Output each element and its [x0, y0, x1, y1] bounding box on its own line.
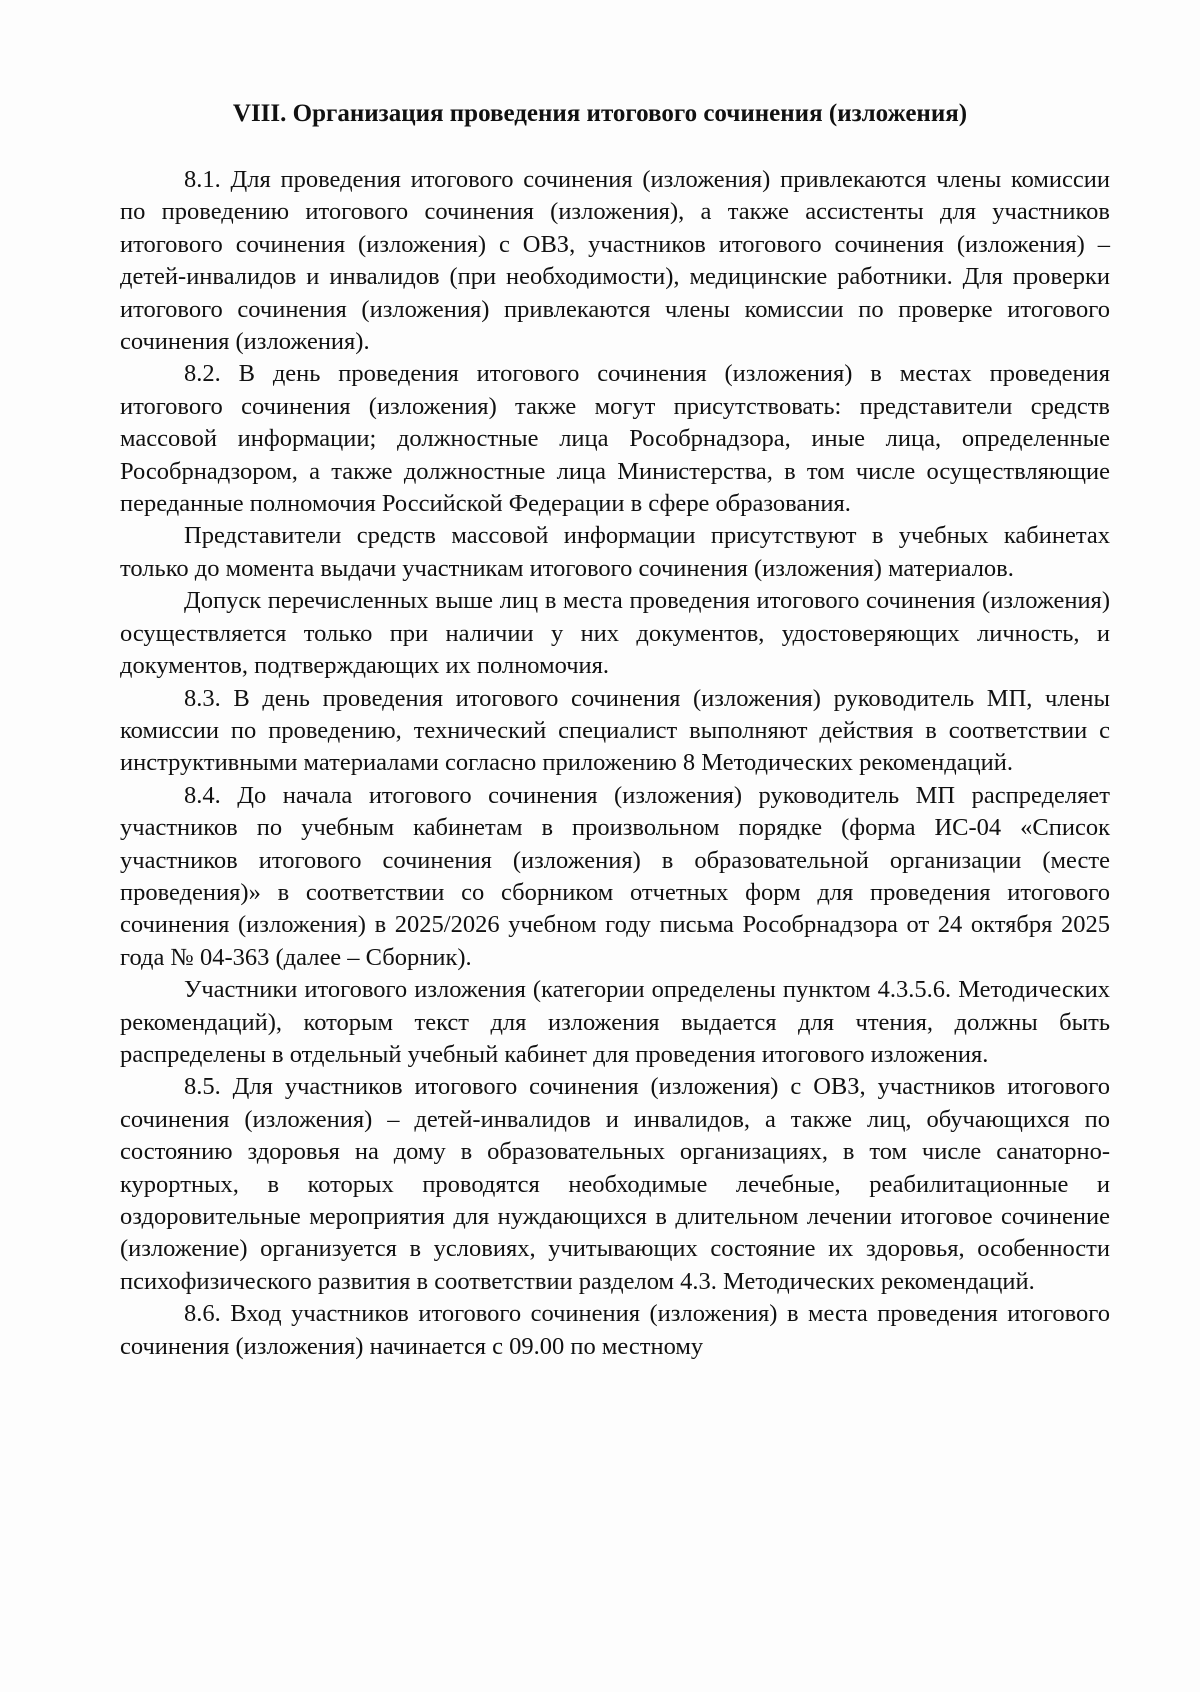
- document-body: [120, 164, 1110, 1363]
- paragraph-exposition-participants: Участники итогового изложения (категории определены пунктом 4.3.5.6. Методических рекомендаций), которым текст для изложения выдается для чтения, должны быть распределены в отдельный учебный кабинет для проведения итогового изложения.: [120, 976, 1110, 1068]
- paragraph-8-1: 8.1. Для проведения итогового сочинения (изложения) привлекаются члены комиссии по проведению итогового сочинения (изложения), а также ассистенты для участников итогового сочинения (изложения) с ОВЗ, участников итогового сочинения (изложения) – детей-инвалидов и инвалидов (при необходимости), медицинские работники. Для проверки итогового сочинения (изложения) привлекаются члены комиссии по проверке итогового сочинения (изложения).: [120, 166, 1110, 356]
- paragraph-8-2: 8.2. В день проведения итогового сочинения (изложения) в местах проведения итогового сочинения (изложения) также могут присутствовать: представители средств массовой информации; должностные лица Рособрнадзора, иные лица, определенные Рособрнадзором, а также должностные лица Министерства, в том числе осуществляющие переданные полномочия Российской Федерации в сфере образования.: [120, 360, 1110, 518]
- paragraph-8-4: 8.4. До начала итогового сочинения (изложения) руководитель МП распределяет участников по учебным кабинетам в произвольном порядке (форма ИС-04 «Список участников итогового сочинения (изложения) в образовательной организации (месте проведения)» в соответствии со сборником отчетных форм для проведения итогового сочинения (изложения) в 2025/2026 учебном году письма Рособрнадзора от 24 октября 2025 года № 04-363 (далее – Сборник).: [120, 781, 1110, 971]
- section-heading: VIII. Организация проведения итогового сочинения (изложения): [232, 100, 968, 127]
- paragraph-8-3: 8.3. В день проведения итогового сочинения (изложения) руководитель МП, члены комиссии по проведению, технический специалист выполняют действия в соответствии с инструктивными материалами согласно приложению 8 Методических рекомендаций.: [120, 684, 1110, 777]
- paragraph-media-representatives: Представители средств массовой информации присутствуют в учебных кабинетах только до момента выдачи участникам итогового сочинения (изложения) материалов.: [120, 522, 1110, 582]
- paragraph-admission: Допуск перечисленных выше лиц в места проведения итогового сочинения (изложения) осуществляется только при наличии у них документов, удостоверяющих личность, и документов, подтверждающих их полномочия.: [120, 587, 1110, 680]
- paragraph-8-5: 8.5. Для участников итогового сочинения (изложения) с ОВЗ, участников итогового сочинения (изложения) – детей-инвалидов и инвалидов, а также лиц, обучающихся по состоянию здоровья на дому в образовательных организациях, в том числе санаторно-курортных, в которых проводятся необходимые лечебные, реабилитационные и оздоровительные мероприятия для нуждающихся в длительном лечении итоговое сочинение (изложение) организуется в условиях, учитывающих состояние их здоровья, особенности психофизического развития в соответствии разделом 4.3. Методических рекомендаций.: [120, 1073, 1110, 1295]
- paragraph-8-6: 8.6. Вход участников итогового сочинения (изложения) в места проведения итогового сочинения (изложения) начинается с 09.00 по местному: [120, 1300, 1110, 1360]
